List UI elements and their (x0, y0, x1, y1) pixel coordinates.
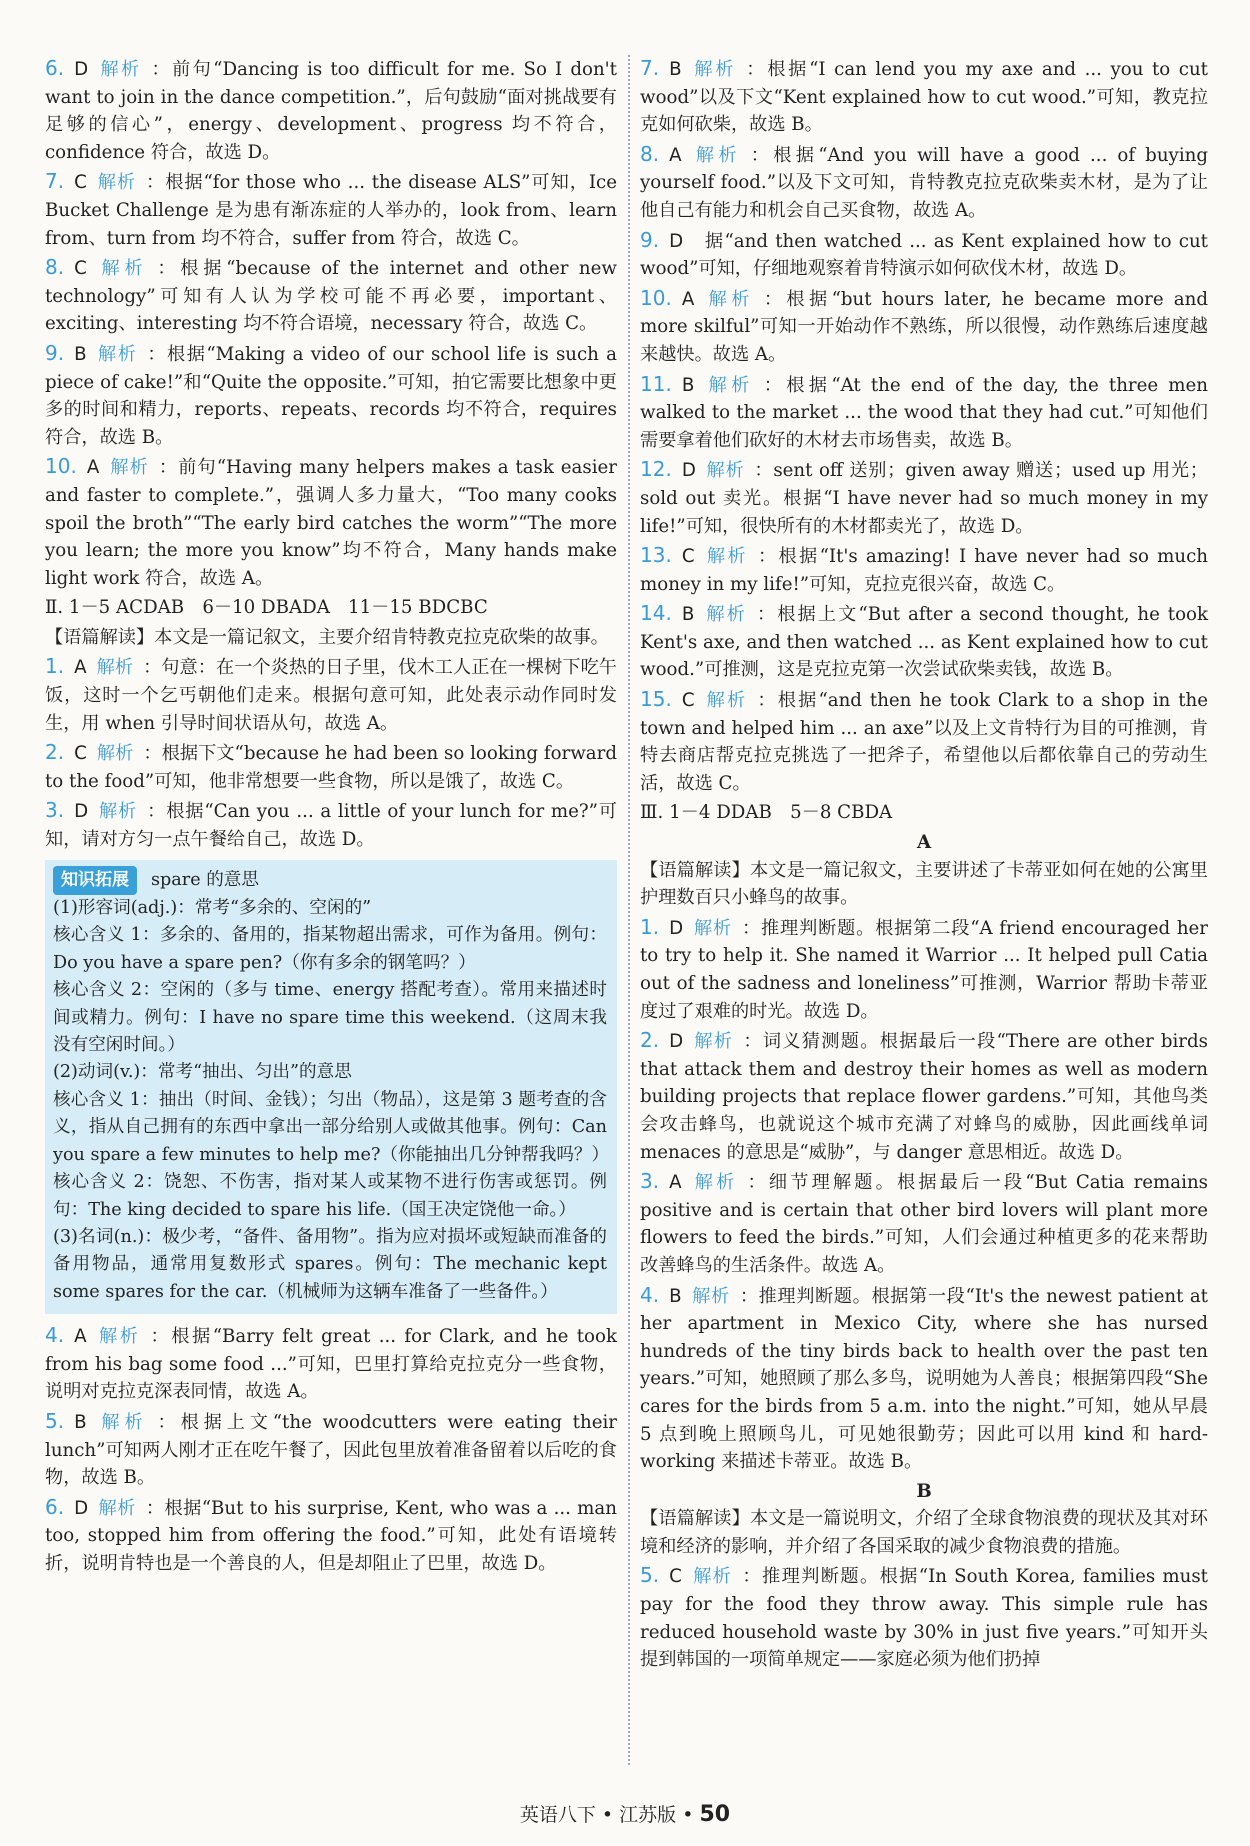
answer-item (640, 542, 1208, 598)
answer-item (640, 1562, 1208, 1673)
answer-item (640, 55, 1208, 139)
answer-item (45, 168, 617, 252)
item-number: 12. (640, 457, 672, 482)
answer-letter: B (74, 1411, 87, 1433)
item-number: 7. (640, 56, 660, 80)
passage-heading: B (916, 1480, 932, 1502)
answer-letter: A (669, 1172, 682, 1194)
item-number: 9. (45, 340, 65, 365)
answer-item (45, 1408, 617, 1492)
analysis-text: ：根据“because of the internet and other new technology”可知有人认为学校可能不再必要，important、exciting、interesting 均不符合语境，necessary 符合，故选 C。 (45, 258, 617, 335)
item-number: 14. (640, 601, 672, 626)
item-number: 8. (45, 255, 65, 280)
analysis-label: 解析 (704, 546, 748, 568)
item-number: 3. (640, 1169, 660, 1194)
analysis-label: 解析 (96, 743, 134, 765)
section-line: 【语篇解读】本文是一篇记叙文，主要讲述了卡蒂亚如何在她的公寓里护理数百只小蜂鸟的故事。 (640, 859, 1208, 909)
analysis-text: ：根据“Barry felt great ... for Clark, and he took from his bag some food ...”可知，巴里打算给克拉克分一些食物，说明对克拉克深表同情，故选 A。 (45, 1326, 617, 1403)
item-number: 1. (640, 914, 660, 939)
item-number: 2. (45, 740, 65, 765)
analysis-label: 解析 (98, 801, 138, 823)
analysis-label: 解析 (96, 343, 138, 365)
answer-letter: C (74, 172, 87, 194)
section-line: Ⅲ. 1－4 DDAB 5－8 CBDA (640, 802, 893, 824)
analysis-text: ：根据“but hours later, he became more and more skilful”可知一开始动作不熟练，所以很慢，动作熟练后速度越来越快。故选 A。 (640, 288, 1208, 365)
analysis-label: 解析 (704, 374, 754, 396)
analysis-text: ：根据“It's amazing! I have never had so much money in my life!”可知，克拉克很兴奋，故选 C。 (640, 546, 1208, 595)
analysis-text: ：推理判断题。根据第二段“A friend encouraged her to try to help it. She named it Warrior ... It helped pull Catia out of the sadness and loneliness”可推测，Warrior 帮助卡蒂亚度过了艰难的时光。故选 D。 (640, 917, 1208, 1022)
knowledge-title-line (53, 866, 607, 895)
answer-letter: D (74, 59, 89, 80)
answer-item (45, 797, 617, 853)
page-footer (0, 1800, 1250, 1827)
item-number: 6. (45, 1494, 65, 1519)
analysis-label: 解析 (109, 457, 149, 479)
answer-letter: D (74, 1497, 89, 1519)
analysis-text: ：推理判断题。根据第一段“It's the newest patient at her apartment in Mexico City, where she has nursed hundreds of the tiny birds back to health over the past ten years.”可知，她照顾了那么多鸟，说明她为人善良；根据第四段“She cares for the birds from 5 a.m. into the night.”可知，她从早晨 5 点到晚上照顾鸟儿，可见她很勤劳；因此可以用 kind 和 hard-working 来描述卡蒂亚。故选 B。 (640, 1285, 1208, 1473)
answer-item (640, 285, 1208, 369)
analysis-label: 解析 (691, 1566, 733, 1588)
section-line: 【语篇解读】本文是一篇记叙文，主要介绍肯特教克拉克砍柴的故事。 (45, 626, 609, 648)
item-number: 13. (640, 543, 672, 568)
answer-letter: D (669, 230, 684, 252)
answer-letter: B (681, 604, 695, 626)
page-number: 50 (699, 1802, 731, 1827)
analysis-text: 据“and then watched ... as Kent explained how to cut wood”可知，仔细地观察着肯特演示如何砍伐木材，故选 D。 (640, 230, 1208, 280)
item-number: 5. (45, 1408, 65, 1433)
item-number: 11. (640, 371, 672, 396)
answer-letter: B (681, 374, 695, 396)
analysis-label: 解析 (693, 1031, 734, 1053)
answer-letter: B (669, 59, 682, 80)
answer-letter: B (74, 343, 87, 365)
answer-letter: D (681, 460, 696, 482)
footer-text: 英语八下 • 江苏版 • (519, 1804, 694, 1826)
answer-item (640, 686, 1208, 797)
answer-item (640, 371, 1208, 455)
knowledge-tag: 知识拓展 (53, 866, 137, 895)
answer-letter: A (681, 288, 695, 310)
answer-item (640, 141, 1208, 225)
item-number: 8. (640, 141, 660, 166)
analysis-label: 解析 (96, 1411, 148, 1433)
answer-item (640, 227, 1208, 283)
item-number: 7. (45, 169, 65, 194)
left-column (45, 55, 617, 1579)
answer-letter: C (74, 258, 87, 280)
knowledge-line: 核心含义 2：饶恕、不伤害，指对某人或某物不进行伤害或惩罚。例句：The king decided to spare his life.（国王决定饶他一命。） (53, 1172, 607, 1220)
answer-item (45, 653, 617, 737)
answer-letter: C (74, 743, 87, 765)
knowledge-title: spare 的意思 (151, 869, 259, 890)
section-line: Ⅱ. 1－5 ACDAB 6－10 DBADA 11－15 BDCBC (45, 597, 488, 619)
column-divider (628, 55, 630, 1765)
answer-item (640, 1282, 1208, 1476)
item-number: 10. (640, 285, 672, 310)
answer-letter: C (669, 1566, 682, 1588)
analysis-text: ：sent off 送别；given away 赠送；used up 用光；sold out 卖光。根据“I have never had so much money in my life!”可知，很快所有的木材都卖光了，故选 D。 (640, 460, 1208, 537)
answer-item (640, 914, 1208, 1025)
analysis-label: 解析 (691, 144, 741, 166)
knowledge-line: 核心含义 1：多余的、备用的，指某物超出需求，可作为备用。例句：Do you have a spare pen?（你有多余的钢笔吗？） (53, 925, 607, 973)
answer-item (45, 55, 617, 166)
analysis-text: ：根据“I can lend you my axe and ... you to cut wood”以及下文“Kent explained how to cut wood.”可知，教克拉克如何砍柴，故选 B。 (640, 59, 1208, 136)
analysis-label: 解析 (98, 59, 142, 80)
knowledge-line: (1)形容词(adj.)：常考“多余的、空闲的” (53, 898, 372, 919)
answer-item (640, 456, 1208, 540)
analysis-label: 解析 (98, 1497, 136, 1519)
answer-letter: A (86, 457, 100, 479)
passage-heading: A (916, 832, 932, 854)
answer-letter: A (669, 144, 682, 166)
item-number: 5. (640, 1563, 660, 1588)
answer-letter: B (669, 1285, 682, 1307)
answer-letter: D (669, 917, 684, 939)
item-number: 10. (45, 454, 77, 479)
analysis-label: 解析 (96, 657, 134, 679)
answer-letter: C (681, 546, 695, 568)
answer-item (45, 739, 617, 795)
analysis-label: 解析 (691, 1285, 730, 1307)
section-line: 【语篇解读】本文是一篇说明文，介绍了全球食物浪费的现状及其对环境和经济的影响，并介绍了各国采取的减少食物浪费的措施。 (640, 1508, 1208, 1557)
answer-item (640, 600, 1208, 684)
analysis-label: 解析 (704, 690, 748, 712)
right-column (640, 55, 1208, 1676)
item-number: 2. (640, 1028, 660, 1053)
answer-item (45, 254, 617, 338)
answer-item (640, 1027, 1208, 1166)
answer-item (45, 1322, 617, 1406)
analysis-text: ：根据“Can you ... a little of your lunch for me?”可知，请对方匀一点午餐给自己，故选 D。 (45, 801, 617, 851)
analysis-text: ：推理判断题。根据“In South Korea, families must pay for the food they throw away. This simple rule has reduced household waste by 30% in just five years.”可知开头提到韩国的一项简单规定——家庭必须为他们扔掉 (640, 1566, 1208, 1671)
analysis-label: 解析 (96, 172, 137, 194)
analysis-text: ：前句“Having many helpers makes a task easier and faster to complete.”，强调人多力量大，“Too many cooks spoil the broth”“The early bird catches the worm”“The more you learn; the more you know”均不符合，Many hands make light work 符合，故选 A。 (45, 457, 617, 589)
analysis-label: 解析 (704, 288, 754, 310)
item-number: 9. (640, 227, 660, 252)
analysis-text: ：根据上文“the woodcutters were eating their lunch”可知两人刚才正在吃午餐了，因此包里放着准备留着以后吃的食物，故选 B。 (45, 1411, 617, 1489)
analysis-text: ：前句“Dancing is too difficult for me. So I don't want to join in the dance competition.”，后句鼓励“面对挑战要有足够的信心”，energy、development、progress 均不符合，confidence 符合，故选 D。 (45, 59, 617, 163)
answer-item (45, 453, 617, 592)
knowledge-line: (3)名词(n.)：极少考，“备件、备用物”。指为应对损坏或短缺而准备的备用物品，通常用复数形式 spares。例句：The mechanic kept some spares for the car.（机械师为这辆车准备了一些备件。） (53, 1226, 607, 1302)
item-number: 6. (45, 56, 65, 80)
analysis-text: ：根据下文“because he had been so looking forward to the food”可知，他非常想要一些食物，所以是饿了，故选 C。 (45, 743, 617, 792)
answer-item (45, 1494, 617, 1578)
analysis-label: 解析 (96, 1326, 141, 1348)
answer-letter: D (669, 1031, 684, 1053)
analysis-text: ：根据“Making a video of our school life is such a piece of cake!”和“Quite the opposite.”可知，拍它需要比想象中更多的时间和精力，reports、repeats、records 均不符合，requires 符合，故选 B。 (45, 343, 617, 448)
analysis-text: ：根据“And you will have a good ... of buying yourself food.”以及下文可知，肯特教克拉克砍柴卖木材，是为了让他自己有能力和机会自己买食物，故选 A。 (640, 144, 1208, 221)
analysis-text: ：根据“But to his surprise, Kent, who was a ... man too, stopped him from offering the food.”可知，此处有语境转折，说明肯特也是一个善良的人，但是却阻止了巴里，故选 D。 (45, 1497, 617, 1574)
answer-letter: A (74, 657, 87, 679)
analysis-label: 解析 (96, 258, 148, 280)
analysis-text: ：根据“for those who ... the disease ALS”可知，Ice Bucket Challenge 是为患有渐冻症的人举办的，look from、learn from、turn from 均不符合，suffer from 符合，故选 C。 (45, 172, 617, 249)
analysis-label: 解析 (691, 59, 737, 80)
analysis-text: ：词义猜测题。根据最后一段“There are other birds that attack them and destroy their homes as well as modern building projects that replace flower gardens.”可知，其他鸟类会攻击蜂鸟，也就说这个城市充满了对蜂鸟的威胁，因此画线单词 menaces 的意思是“威胁”，与 danger 意思相近。故选 D。 (640, 1031, 1208, 1163)
item-number: 4. (45, 1323, 65, 1348)
answer-letter: C (681, 690, 695, 712)
knowledge-line: (2)动词(v.)：常考“抽出、匀出”的意思 (53, 1062, 352, 1083)
knowledge-line: 核心含义 1：抽出（时间、金钱）；匀出（物品），这是第 3 题考查的含义，指从自己拥有的东西中拿出一部分给别人或做其他事。例句：Can you spare a few minutes to help me?（你能抽出几分钟帮我吗？） (53, 1089, 610, 1165)
item-number: 4. (640, 1282, 660, 1307)
answer-letter: A (74, 1326, 87, 1348)
item-number: 15. (640, 687, 672, 712)
analysis-text: ：细节理解题。根据最后一段“But Catia remains positive and is certain that other bird lovers will plant more flowers to feed the birds.”可知，人们会通过种植更多的花来帮助改善蜂鸟的生活条件。故选 A。 (640, 1172, 1208, 1276)
analysis-text: ：根据上文“But after a second thought, he took Kent's axe, and then watched ... as Kent explained how to cut wood.”可推测，这是克拉克第一次尝试砍柴卖钱，故选 B。 (640, 604, 1208, 681)
analysis-label: 解析 (705, 460, 745, 482)
item-number: 3. (45, 798, 65, 823)
answer-item (640, 1168, 1208, 1279)
knowledge-line: 核心含义 2：空闲的（多与 time、energy 搭配考查）。常用来描述时间或精力。例句：I have no spare time this weekend.（这周末我没有空闲时间。） (53, 980, 607, 1056)
answer-item (45, 340, 617, 451)
analysis-text: ：句意：在一个炎热的日子里，伐木工人正在一棵树下吃午饭，这时一个乞丐朝他们走来。根据句意可知，此处表示动作同时发生，用 when 引导时间状语从句，故选 A。 (45, 657, 617, 734)
analysis-label: 解析 (704, 604, 747, 626)
analysis-text: ：根据“At the end of the day, the three men walked to the market ... the wood that they had cut.”可知他们需要拿着他们砍好的木材去市场售卖，故选 B。 (640, 374, 1208, 451)
analysis-label: 解析 (691, 1172, 738, 1194)
analysis-text: ：根据“and then he took Clark to a shop in the town and helped him ... an axe”以及上文肯特行为目的可推测，肯特去商店帮克拉克挑选了一把斧子，希望他以后都依靠自己的劳动生活，故选 C。 (640, 690, 1208, 794)
item-number: 1. (45, 654, 65, 679)
analysis-label: 解析 (693, 917, 732, 939)
answer-letter: D (74, 801, 89, 823)
knowledge-box (45, 860, 617, 1315)
